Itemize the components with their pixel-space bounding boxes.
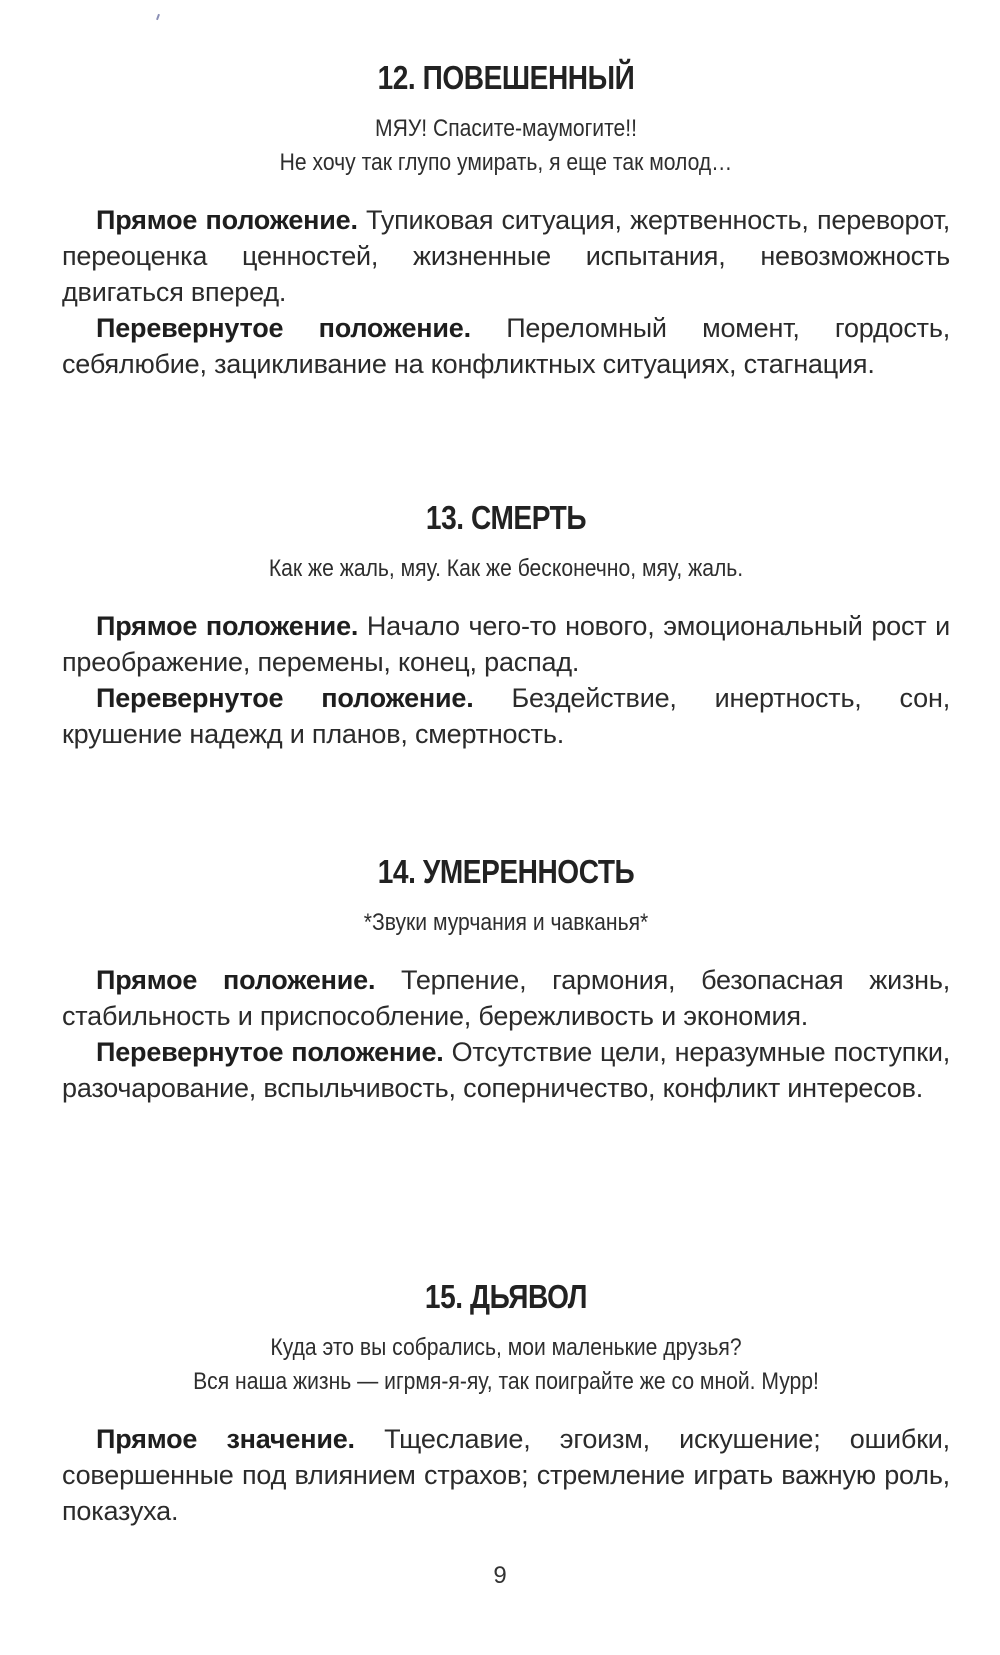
upright-label: Прямое положение.	[96, 965, 376, 995]
upright-meaning	[62, 1421, 950, 1529]
card-14-temperance	[62, 852, 950, 1106]
upright-label: Прямое значение.	[96, 1424, 355, 1454]
quote-line: Куда это вы собрались, мои маленькие друзья?	[270, 1334, 742, 1361]
reversed-label: Перевернутое положение.	[96, 683, 474, 713]
quote-line: Не хочу так глупо умирать, я еще так молод…	[279, 149, 733, 176]
upright-text: Начало чего-то нового, эмоциональный рост и преображение, перемены, конец, распад.	[62, 611, 951, 677]
upright-text: Терпение, гармония, безопасная жизнь, стабильность и приспособление, бережливость и экономия.	[62, 965, 951, 1031]
reversed-meaning	[62, 1034, 950, 1106]
card-12-hanged-man	[62, 58, 950, 382]
reversed-text: Отсутствие цели, неразумные поступки, разочарование, вспыльчивость, соперничество, конфликт интересов.	[62, 1037, 951, 1103]
quote-line: Вся наша жизнь — игрмя-я-яу, так поиграйте же со мной. Мурр!	[193, 1368, 819, 1395]
upright-text: Тупиковая ситуация, жертвенность, переворот, переоценка ценностей, жизненные испытания, невозможность двигаться вперед.	[62, 205, 950, 307]
quote-line: *Звуки мурчания и чавканья*	[363, 909, 649, 936]
reversed-meaning	[62, 310, 950, 382]
card-meanings	[62, 962, 950, 1106]
card-quote	[115, 1331, 896, 1399]
card-title: 12. ПОВЕШЕННЫЙ	[377, 59, 635, 96]
card-quote	[115, 112, 896, 180]
reversed-label: Перевернутое положение.	[96, 1037, 444, 1067]
card-meanings	[62, 202, 950, 382]
card-15-devil	[62, 1277, 950, 1529]
upright-label: Прямое положение.	[96, 611, 359, 641]
card-quote	[115, 552, 896, 586]
card-title: 13. СМЕРТЬ	[425, 499, 587, 536]
card-title: 14. УМЕРЕННОСТЬ	[377, 853, 635, 890]
quote-line: МЯУ! Спасите-маумогите!!	[374, 115, 638, 142]
quote-line: Как же жаль, мяу. Как же бесконечно, мяу, жаль.	[268, 555, 744, 582]
page-number: 9	[493, 1562, 507, 1589]
card-meanings	[62, 1421, 950, 1529]
reversed-text: Бездействие, инертность, сон, крушение надежд и планов, смертность.	[62, 683, 950, 749]
card-meanings	[62, 608, 950, 752]
reversed-text: Переломный момент, гордость, себялюбие, зацикливание на конфликтных ситуациях, стагнация.	[62, 313, 950, 379]
card-13-death	[62, 498, 950, 752]
upright-text: Тщеславие, эгоизм, искушение; ошибки, совершенные под влиянием страхов; стремление играть важную роль, показуха.	[62, 1424, 950, 1526]
reversed-meaning	[62, 680, 950, 752]
ink-mark	[156, 14, 160, 20]
upright-meaning	[62, 202, 950, 310]
card-quote	[115, 906, 896, 940]
upright-meaning	[62, 962, 950, 1034]
card-title: 15. ДЬЯВОЛ	[424, 1278, 588, 1315]
upright-label: Прямое положение.	[96, 205, 358, 235]
upright-meaning	[62, 608, 950, 680]
reversed-label: Перевернутое положение.	[96, 313, 471, 343]
